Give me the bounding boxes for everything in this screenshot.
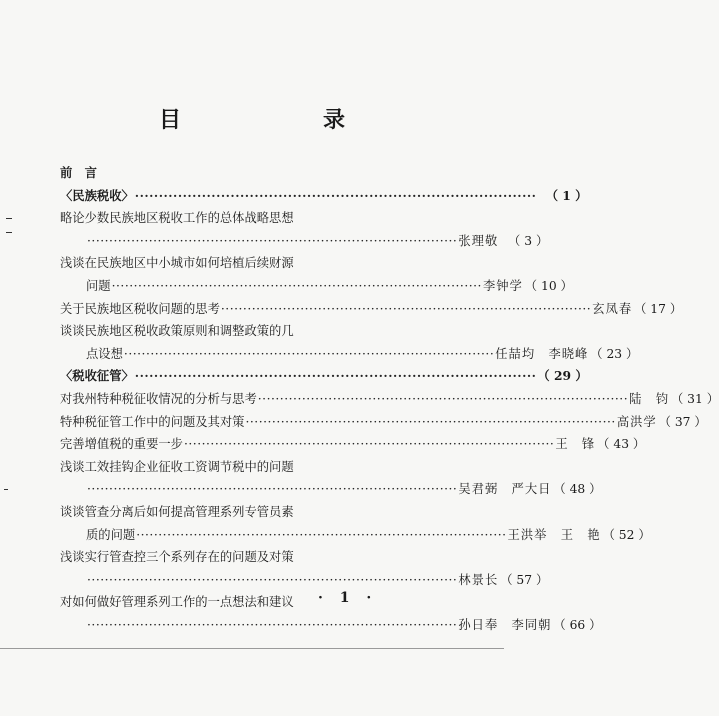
toc-page-number: （ 31 ） xyxy=(670,391,719,406)
toc-page-number: （ 52 ） xyxy=(602,527,651,542)
toc-entry xyxy=(60,207,412,230)
toc-item-text: 谈谈民族地区税收政策原则和调整政策的几 xyxy=(60,324,294,339)
leader-dots: ···················································································· xyxy=(134,187,537,203)
toc-page-number: （ 66 ） xyxy=(553,617,602,632)
toc-entry-continuation xyxy=(60,614,602,637)
toc-entry-continuation xyxy=(60,569,549,592)
toc-item-text: 对我州特种税征收情况的分析与思考 xyxy=(60,391,257,406)
toc-entry xyxy=(60,411,707,434)
toc-entry xyxy=(60,320,412,343)
toc-entry-continuation xyxy=(60,343,639,366)
toc-page-number: （ 1 ） xyxy=(545,187,588,203)
toc-item-text: 谈谈管查分离后如何提高管理系列专管员素 xyxy=(60,504,294,519)
leader-dots: ···················································································· xyxy=(87,572,458,587)
scan-edge-line xyxy=(0,648,504,649)
toc-entry-continuation xyxy=(60,478,602,501)
toc-author: 陆 钧 xyxy=(629,391,670,406)
toc-page-number: （ 3 ） xyxy=(508,233,549,248)
leader-dots: ···················································································· xyxy=(136,527,507,542)
toc-entry xyxy=(60,456,412,479)
toc-entry-continuation xyxy=(60,230,549,253)
toc-page-number: （ 23 ） xyxy=(590,346,639,361)
toc-item-text: 浅谈实行管查控三个系列存在的问题及对策 xyxy=(60,550,294,565)
toc-author: 任喆均 李晓峰 xyxy=(495,346,589,361)
leader-dots: ···················································································· xyxy=(87,617,458,632)
toc-entry-continuation xyxy=(60,275,573,298)
toc-author: 李钟学 xyxy=(482,278,523,293)
toc-page-number: （ 37 ） xyxy=(658,414,707,429)
toc-entry-continuation xyxy=(60,524,651,547)
toc-preface xyxy=(60,162,412,185)
toc-item-text: 点设想 xyxy=(86,346,123,361)
scan-speck xyxy=(6,232,12,233)
table-of-contents xyxy=(60,162,719,636)
leader-dots: ···················································································· xyxy=(87,482,458,497)
leader-dots: ···················································································· xyxy=(111,278,482,293)
toc-entry xyxy=(60,388,719,411)
toc-item-text: 前 言 xyxy=(60,165,97,180)
toc-author: 王洪举 王 艳 xyxy=(507,527,601,542)
toc-author: 孙日奉 李同朝 xyxy=(458,617,552,632)
toc-author: 高洪学 xyxy=(616,414,657,429)
leader-dots: ···················································································· xyxy=(220,301,592,316)
scan-speck xyxy=(4,489,8,490)
toc-author: 吴君弼 严大日 xyxy=(458,482,552,497)
toc-section-ethnic-tax xyxy=(60,185,588,208)
toc-entry xyxy=(60,298,683,321)
toc-entry xyxy=(60,546,412,569)
toc-page-number: （ 17 ） xyxy=(634,301,683,316)
toc-page-number: （ 29 ） xyxy=(537,368,588,384)
leader-dots: ···················································································· xyxy=(245,414,616,429)
leader-dots: ···················································································· xyxy=(134,368,537,384)
toc-item-text: 完善增值税的重要一步 xyxy=(60,437,183,452)
toc-item-text: 〈民族税收〉 xyxy=(60,187,134,203)
toc-item-text: 质的问题 xyxy=(86,527,136,542)
toc-author: 张理敬 xyxy=(458,233,499,248)
toc-item-text: 浅谈工效挂钩企业征收工资调节税中的问题 xyxy=(60,459,294,474)
leader-dots: ···················································································· xyxy=(87,233,458,248)
toc-page-number: （ 48 ） xyxy=(553,482,602,497)
toc-page-number: （ 10 ） xyxy=(524,278,573,293)
toc-item-text: 特种税征管工作中的问题及其对策 xyxy=(60,414,245,429)
toc-item-text: 对如何做好管理系列工作的一点想法和建议 xyxy=(60,595,294,610)
toc-item-text: 问题 xyxy=(86,278,111,293)
leader-dots: ···················································································· xyxy=(183,437,555,452)
leader-dots: ···················································································· xyxy=(257,391,629,406)
leader-dots: ···················································································· xyxy=(123,346,495,361)
toc-author: 林景长 xyxy=(458,572,499,587)
toc-page-number: （ 57 ） xyxy=(500,572,549,587)
page-number-footer: · 1 · xyxy=(318,590,378,606)
scan-speck xyxy=(6,218,12,219)
toc-page-number: （ 43 ） xyxy=(597,437,646,452)
toc-section-tax-administration xyxy=(60,365,588,388)
toc-entry xyxy=(60,252,412,275)
toc-item-text: 关于民族地区税收问题的思考 xyxy=(60,301,220,316)
toc-item-text: 〈税收征管〉 xyxy=(60,368,134,384)
toc-author: 玄凤春 xyxy=(592,301,633,316)
toc-item-text: 略论少数民族地区税收工作的总体战略思想 xyxy=(60,211,294,226)
toc-item-text: 浅谈在民族地区中小城市如何培植后续财源 xyxy=(60,256,294,271)
toc-entry xyxy=(60,433,646,456)
toc-entry xyxy=(60,501,412,524)
page-title: 目 录 xyxy=(158,107,405,133)
toc-author: 王 锋 xyxy=(555,437,596,452)
